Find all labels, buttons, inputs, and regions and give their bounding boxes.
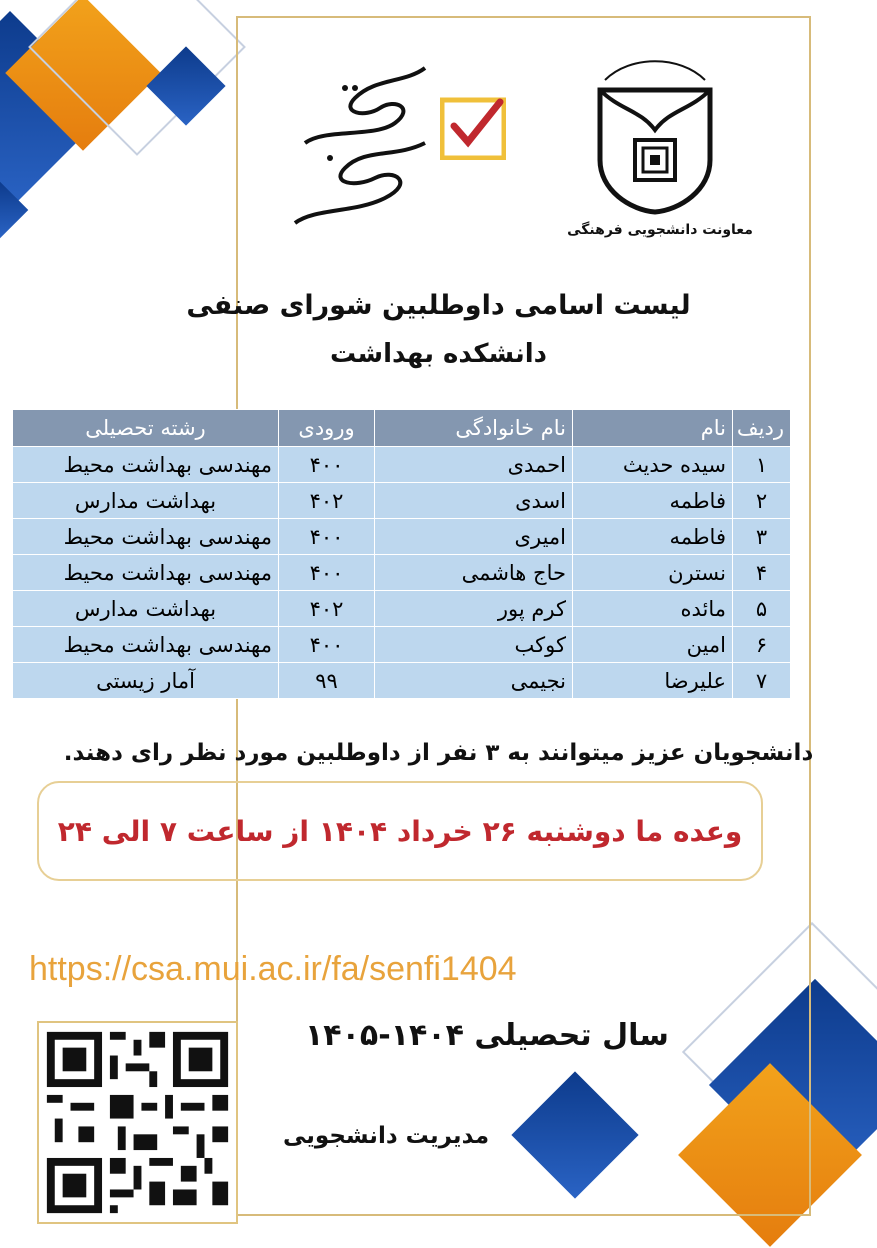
title-block [0,290,877,369]
entry-year: ۴۰۲ [279,591,375,627]
checkmark-icon [440,96,506,160]
last-name: اسدی [375,483,573,519]
first-name: فاطمه [573,519,733,555]
date-box [37,781,763,881]
header-field: رشته تحصیلی [13,410,279,447]
header-row-number: ردیف [733,410,791,447]
entry-year: ۴۰۲ [279,483,375,519]
field-of-study: بهداشت مدارس [13,483,279,519]
field-of-study: آمار زیستی [13,663,279,699]
first-name: علیرضا [573,663,733,699]
last-name: نجیمی [375,663,573,699]
entry-year: ۴۰۰ [279,447,375,483]
candidates-table [12,409,791,699]
voting-notice: دانشجویان عزیز میتوانند به ۳ نفر از داوطلبین مورد نظر رای دهند. [63,740,814,766]
last-name: حاج هاشمی [375,555,573,591]
table-row [13,555,791,591]
first-name: نسترن [573,555,733,591]
table-row [13,447,791,483]
row-number: ۳ [733,519,791,555]
table-header-row [13,410,791,447]
row-number: ۴ [733,555,791,591]
signature: مدیریت دانشجویی [283,1123,490,1149]
table-row [13,627,791,663]
last-name: کرم پور [375,591,573,627]
page-subtitle: دانشکده بهداشت [330,339,547,369]
row-number: ۷ [733,663,791,699]
last-name: احمدی [375,447,573,483]
table-row [13,519,791,555]
field-of-study: مهندسی بهداشت محیط [13,627,279,663]
last-name: امیری [375,519,573,555]
university-seal-icon [590,50,720,215]
header-last-name: نام خانوادگی [375,410,573,447]
qr-code[interactable] [37,1021,238,1224]
table-row [13,483,791,519]
academic-year: سال تحصیلی ۱۴۰۴-۱۴۰۵ [305,1018,669,1053]
first-name: امین [573,627,733,663]
qr-code-icon [39,1023,236,1222]
page-title: لیست اسامی داوطلبین شورای صنفی [186,290,691,321]
university-caption: معاونت دانشجویی فرهنگی [567,222,753,238]
header-entry-year: ورودی [279,410,375,447]
table-row [13,663,791,699]
first-name: سیده حدیث [573,447,733,483]
field-of-study: بهداشت مدارس [13,591,279,627]
first-name: فاطمه [573,483,733,519]
last-name: کوکب [375,627,573,663]
row-number: ۲ [733,483,791,519]
entry-year: ۹۹ [279,663,375,699]
field-of-study: مهندسی بهداشت محیط [13,555,279,591]
row-number: ۵ [733,591,791,627]
voting-url-link[interactable]: https://csa.mui.ac.ir/fa/senfi1404 [29,950,517,988]
row-number: ۶ [733,627,791,663]
header-first-name: نام [573,410,733,447]
entry-year: ۴۰۰ [279,627,375,663]
election-date: وعده ما دوشنبه ۲۶ خرداد ۱۴۰۴ از ساعت ۷ الی ۲۴ [57,814,743,848]
entry-year: ۴۰۰ [279,555,375,591]
first-name: مائده [573,591,733,627]
field-of-study: مهندسی بهداشت محیط [13,447,279,483]
table-row [13,591,791,627]
row-number: ۱ [733,447,791,483]
field-of-study: مهندسی بهداشت محیط [13,519,279,555]
entry-year: ۴۰۰ [279,519,375,555]
council-logo [285,48,435,228]
